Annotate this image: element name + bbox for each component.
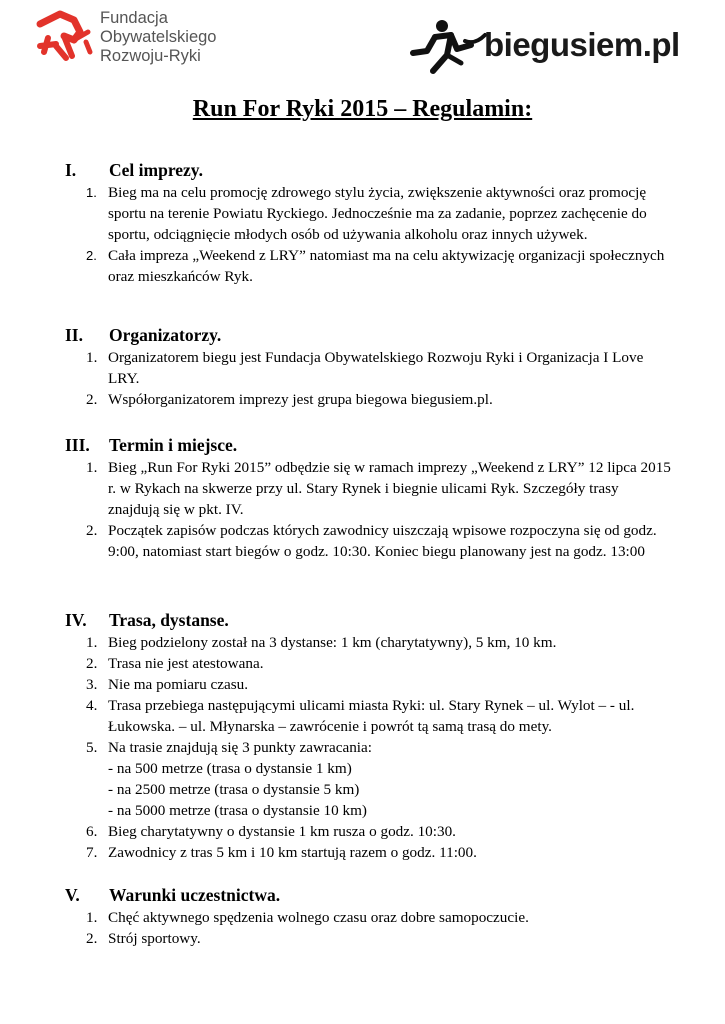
item-list: [0, 907, 725, 949]
list-item: [0, 821, 673, 842]
item-number: 2.: [86, 930, 98, 947]
fundacja-logo-icon: [34, 10, 94, 62]
section-number: I.: [65, 160, 77, 180]
section: [0, 435, 725, 562]
item-text: Nie ma pomiaru czasu.: [108, 676, 249, 693]
item-text: Na trasie znajdują się 3 punkty zawracania:: [108, 739, 372, 756]
fundacja-name-line: Fundacja: [100, 9, 168, 27]
list-item: [0, 674, 673, 695]
item-text: Bieg podzielony został na 3 dystanse: 1 km (charytatywny), 5 km, 10 km.: [108, 634, 557, 651]
section-number: V.: [65, 885, 80, 905]
item-text: Trasa przebiega następującymi ulicami miasta Ryki: ul. Stary Rynek – ul. Wylot – - ul. Łukowska. – ul. Młynarska – zawrócenie i powrót tą samą trasą do mety.: [108, 697, 635, 735]
list-item: [0, 520, 673, 562]
section-title: Organizatorzy.: [109, 325, 222, 345]
item-list: [0, 182, 725, 287]
item-number: 2.: [86, 522, 98, 539]
item-number: 2.: [86, 248, 97, 263]
list-item: [0, 653, 673, 674]
item-text: Bieg charytatywny o dystansie 1 km rusza o godz. 10:30.: [108, 823, 456, 840]
fundacja-name-line: Rozwoju-Ryki: [100, 47, 201, 65]
section-title: Cel imprezy.: [109, 160, 203, 180]
list-item: [0, 907, 673, 928]
item-number: 2.: [86, 391, 98, 408]
list-item: [0, 695, 673, 737]
item-number: 7.: [86, 844, 98, 861]
list-item: [0, 457, 673, 520]
list-item: [0, 928, 673, 949]
item-text: Bieg „Run For Ryki 2015” odbędzie się w ramach imprezy „Weekend z LRY” 12 lipca 2015 r. w Rykach na skwerze przy ul. Stary Rynek i biegnie ulicami Ryk. Szczegóły trasy znajdują się w pkt. IV.: [108, 459, 671, 518]
item-text: Bieg ma na celu promocję zdrowego stylu życia, zwiększenie aktywności oraz promocję sportu na terenie Powiatu Ryckiego. Jednocześnie ma za zadanie, poprzez zachęcenie do sportu, odciągnięcie młodych osób od używania alkoholu oraz innych używek.: [108, 184, 647, 243]
sub-item: - na 5000 metrze (trasa o dystansie 10 km): [108, 802, 367, 819]
item-text: Współorganizatorem imprezy jest grupa biegowa biegusiem.pl.: [108, 391, 493, 408]
section-title: Warunki uczestnictwa.: [109, 885, 281, 905]
section: [0, 325, 725, 410]
list-item: [0, 842, 673, 863]
item-text: Strój sportowy.: [108, 930, 201, 947]
item-text: Cała impreza „Weekend z LRY” natomiast ma na celu aktywizację organizacji społecznych oraz mieszkańców Ryk.: [108, 247, 665, 285]
section: [0, 610, 725, 863]
section-heading: [0, 435, 725, 457]
section-heading: [0, 610, 725, 632]
item-number: 4.: [86, 697, 98, 714]
item-number: 1.: [86, 909, 98, 926]
item-list: [0, 632, 725, 863]
item-number: 2.: [86, 655, 98, 672]
item-number: 5.: [86, 739, 98, 756]
item-number: 1.: [86, 349, 98, 366]
item-number: 1.: [86, 634, 98, 651]
item-number: 6.: [86, 823, 98, 840]
page-header: [0, 0, 725, 85]
item-text: Trasa nie jest atestowana.: [108, 655, 264, 672]
fundacja-name: [100, 9, 216, 66]
list-item: [0, 737, 673, 821]
runner-logo-icon: [407, 15, 489, 75]
item-text: Organizatorem biegu jest Fundacja Obywatelskiego Rozwoju Ryki i Organizacja I Love LRY.: [108, 349, 644, 387]
item-number: 1.: [86, 185, 97, 200]
biegusiem-name: biegusiem.pl: [484, 26, 680, 63]
item-text: Chęć aktywnego spędzenia wolnego czasu oraz dobre samopoczucie.: [108, 909, 529, 926]
section-heading: [0, 160, 725, 182]
list-item: [0, 632, 673, 653]
item-text: Zawodnicy z tras 5 km i 10 km startują razem o godz. 11:00.: [108, 844, 477, 861]
list-item: [0, 389, 673, 410]
list-item: [0, 245, 673, 287]
section-title: Termin i miejsce.: [109, 435, 238, 455]
sub-item: - na 500 metrze (trasa o dystansie 1 km): [108, 760, 352, 777]
section-title: Trasa, dystanse.: [109, 610, 229, 630]
item-list: [0, 347, 725, 410]
item-list: [0, 457, 725, 562]
section-heading: [0, 885, 725, 907]
section-number: II.: [65, 325, 83, 345]
item-text: Początek zapisów podczas których zawodnicy uiszczają wpisowe rozpoczyna się od godz. 9:00, natomiast start biegów o godz. 10:30. Koniec biegu planowany jest na godz. 13:00: [108, 522, 657, 560]
list-item: [0, 182, 673, 245]
document-title: Run For Ryki 2015 – Regulamin:: [192, 96, 533, 122]
section: [0, 885, 725, 949]
sub-item: - na 2500 metrze (trasa o dystansie 5 km): [108, 781, 360, 798]
list-item: [0, 347, 673, 389]
item-number: 3.: [86, 676, 98, 693]
section: [0, 160, 725, 287]
item-number: 1.: [86, 459, 98, 476]
fundacja-name-line: Obywatelskiego: [100, 28, 217, 46]
section-number: III.: [65, 435, 90, 455]
section-heading: [0, 325, 725, 347]
section-number: IV.: [65, 610, 87, 630]
